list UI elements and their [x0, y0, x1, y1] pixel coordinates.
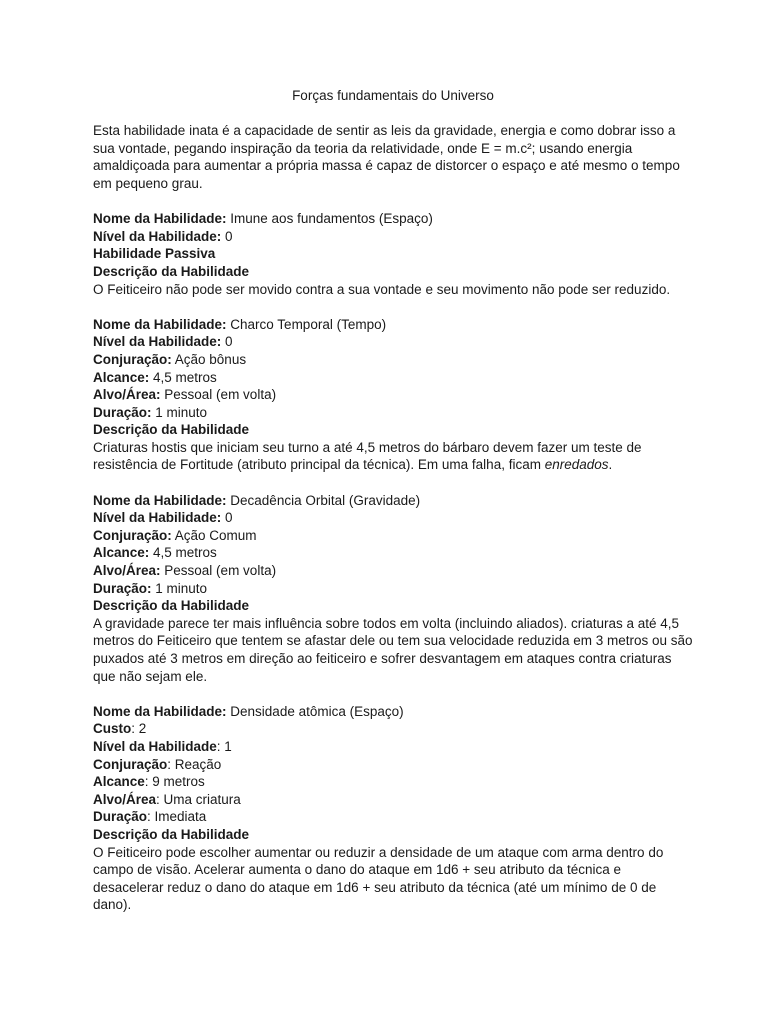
ability-cost-label: Custo — [93, 721, 132, 737]
ability-block-2 — [93, 316, 693, 474]
ability-target-value: : Uma criatura — [156, 791, 241, 807]
ability-description-end: . — [608, 457, 613, 473]
ability-range-label: Alcance: — [93, 545, 150, 561]
ability-description-text: A gravidade parece ter mais influência sobre todos em volta (incluindo aliados). criaturas a até 4,5 metros do Feiticeiro que tentem se afastar dele ou tem sua velocidade reduzida em 3 metros ou são puxados até 3 metros em direção ao feiticeiro e sofrer desvantagem em ataques contra criaturas que não sejam ele. — [93, 615, 693, 684]
ability-name-value: Decadência Orbital (Gravidade) — [226, 492, 421, 508]
ability-target-row — [93, 791, 693, 809]
ability-level-row — [93, 228, 693, 246]
ability-duration-row — [93, 404, 693, 422]
ability-range-value: : 9 metros — [144, 774, 205, 790]
ability-level-label: Nível da Habilidade — [93, 738, 217, 754]
ability-name-value: Densidade atômica (Espaço) — [226, 703, 404, 719]
ability-level-value: : 1 — [216, 738, 232, 754]
ability-cast-row — [93, 527, 693, 545]
ability-range-value: 4,5 metros — [149, 369, 217, 385]
ability-duration-value: 1 minuto — [151, 404, 208, 420]
ability-duration-value: : Imediata — [147, 809, 207, 825]
ability-target-value: Pessoal (em volta) — [160, 563, 277, 579]
ability-level-row — [93, 333, 693, 351]
ability-block-1 — [93, 210, 693, 298]
ability-description-label: Descrição da Habilidade — [93, 422, 250, 438]
ability-level-row — [93, 509, 693, 527]
ability-name-row — [93, 210, 693, 228]
ability-cast-label: Conjuração: — [93, 351, 172, 367]
ability-description-text — [93, 439, 693, 474]
ability-target-row — [93, 386, 693, 404]
ability-name-label: Nome da Habilidade: — [93, 703, 227, 719]
ability-cast-label: Conjuração: — [93, 527, 172, 543]
ability-block-3 — [93, 492, 693, 686]
ability-duration-label: Duração: — [93, 580, 152, 596]
ability-block-4 — [93, 703, 693, 914]
ability-name-value: Charco Temporal (Tempo) — [226, 316, 387, 332]
ability-cast-value: : Reação — [167, 756, 222, 772]
ability-passive-label: Habilidade Passiva — [93, 246, 216, 262]
ability-level-row — [93, 738, 693, 756]
ability-cast-row — [93, 756, 693, 774]
ability-target-row — [93, 562, 693, 580]
ability-description-emphasis: enredados — [544, 457, 609, 473]
ability-cast-value: Ação Comum — [171, 527, 257, 543]
ability-cast-row — [93, 351, 693, 369]
ability-name-label: Nome da Habilidade: — [93, 316, 227, 332]
ability-range-label: Alcance — [93, 774, 145, 790]
ability-target-label: Alvo/Área: — [93, 563, 161, 579]
ability-target-label: Alvo/Área: — [93, 387, 161, 403]
ability-duration-label: Duração — [93, 809, 148, 825]
ability-description-label: Descrição da Habilidade — [93, 598, 250, 614]
ability-level-value: 0 — [221, 510, 233, 526]
ability-level-value: 0 — [221, 228, 233, 244]
ability-description-text: O Feiticeiro pode escolher aumentar ou reduzir a densidade de um ataque com arma dentro do campo de visão. Acelerar aumenta o dano do ataque em 1d6 + seu atributo da técnica e desacelerar reduz o dano do ataque em 1d6 + seu atributo da técnica (até um mínimo de 0 de dano). — [93, 844, 664, 913]
ability-duration-label: Duração: — [93, 404, 152, 420]
document-page — [93, 87, 693, 932]
ability-duration-row — [93, 808, 693, 826]
ability-description-text: O Feiticeiro não pode ser movido contra a sua vontade e seu movimento não pode ser reduzido. — [93, 281, 671, 297]
ability-level-value: 0 — [221, 334, 233, 350]
ability-range-row — [93, 544, 693, 562]
ability-name-value: Imune aos fundamentos (Espaço) — [226, 211, 433, 227]
ability-range-row — [93, 773, 693, 791]
document-title: Forças fundamentais do Universo — [292, 88, 494, 103]
ability-level-label: Nível da Habilidade: — [93, 510, 222, 526]
ability-name-label: Nome da Habilidade: — [93, 211, 227, 227]
intro-paragraph: Esta habilidade inata é a capacidade de sentir as leis da gravidade, energia e como dobrar isso a sua vontade, pegando inspiração da teoria da relatividade, onde E = m.c²; usando energia amaldiçoada para aumentar a própria massa é capaz de distorcer o espaço e até mesmo o tempo em pequeno grau. — [93, 123, 680, 191]
ability-name-row — [93, 703, 693, 721]
ability-cost-row — [93, 720, 693, 738]
ability-duration-row — [93, 580, 693, 598]
ability-cast-label: Conjuração — [93, 756, 168, 772]
ability-duration-value: 1 minuto — [151, 580, 208, 596]
ability-level-label: Nível da Habilidade: — [93, 334, 222, 350]
ability-name-row — [93, 492, 693, 510]
ability-cost-value: : 2 — [131, 721, 147, 737]
ability-range-value: 4,5 metros — [149, 545, 217, 561]
ability-level-label: Nível da Habilidade: — [93, 228, 222, 244]
ability-target-label: Alvo/Área — [93, 791, 157, 807]
ability-cast-value: Ação bônus — [171, 351, 247, 367]
ability-description-label: Descrição da Habilidade — [93, 826, 250, 842]
ability-description-label: Descrição da Habilidade — [93, 263, 250, 279]
ability-name-row — [93, 316, 693, 334]
ability-target-value: Pessoal (em volta) — [160, 387, 277, 403]
ability-description-main: Criaturas hostis que iniciam seu turno a até 4,5 metros do bárbaro devem fazer um teste de resistência de Fortitude (atributo principal da técnica). Em uma falha, ficam — [93, 439, 642, 473]
ability-range-label: Alcance: — [93, 369, 150, 385]
ability-range-row — [93, 369, 693, 387]
ability-name-label: Nome da Habilidade: — [93, 492, 227, 508]
